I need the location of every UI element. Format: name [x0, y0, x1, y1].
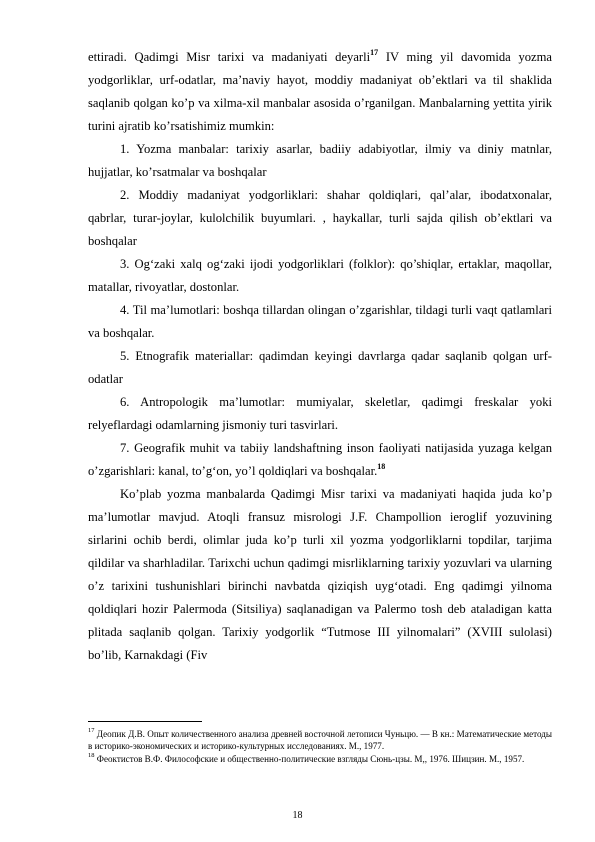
paragraph-text: ettiradi. Qadimgi Misr tarixi va madaniyati deyarli — [88, 50, 371, 64]
footnote-ref-17: 17 — [370, 47, 379, 57]
body-text — [88, 46, 552, 667]
list-item-6: 6. Antropologik ma’lumotlar: mumiyalar, skeletlar, qadimgi freskalar yoki relyeflardagi odamlarning jismoniy turi tasvirlari. — [88, 395, 552, 432]
page-number: 18 — [292, 810, 303, 821]
list-item-1: 1. Yozma manbalar: tarixiy asarlar, badiiy adabiyotlar, ilmiy va diniy matnlar, hujjatlar, ko’rsatmalar va boshqalar — [88, 142, 552, 179]
paragraph-text-continued: IV ming yil davomida yozma yodgorliklar, urf-odatlar, ma’naviy hayot, moddiy madaniyat ob’ektlari va til shaklida saqlanib qolgan ko’p va xilma-xil manbalar asosida o’rganilgan. Manbalarning yettita yirik turini ajratib ko’rsatishimiz mumkin: — [88, 50, 553, 133]
footnote-number: 17 — [88, 726, 95, 734]
footnote-17 — [88, 728, 552, 752]
list-item-2: 2. Moddiy madaniyat yodgorliklari: shahar qoldiqlari, qal’alar, ibodatxonalar, qabrlar, turar-joylar, kulolchilik buyumlari. , haykallar, turli sajda qilish ob’ektlari va boshqalar — [88, 188, 552, 248]
list-item-5: 5. Etnografik materiallar: qadimdan keyingi davrlarga qadar saqlanib qolgan urf-odatlar — [88, 349, 552, 386]
footnote-number: 18 — [88, 751, 95, 759]
list-item-3: 3. Og‘zaki xalq og‘zaki ijodi yodgorliklari (folklor): qo’shiqlar, ertaklar, maqollar, matallar, rivoyatlar, dostonlar. — [88, 257, 552, 294]
footnote-text: Феоктистов В.Ф. Философские и общественно-политические взгляды Сюнь-цзы. М,, 1976. Шицзин. М., 1957. — [94, 754, 525, 764]
footnote-separator — [88, 721, 202, 722]
paragraph-sources: Ko’plab yozma manbalarda Qadimgi Misr tarixi va madaniyati haqida juda ko’p ma’lumotlar mavjud. Atoqli fransuz misrologi J.F. Champollion ieroglif yozuvining sirlarini ochib berdi, olimlar juda ko’p turli xil yozma yodgorliklarni topdilar, tarjima qildilar va sharhladilar. Tarixchi uchun qadimgi misrliklarning tarixiy yozuvlari va ularning o’z tarixini tushunishlari birinchi navbatda qiziqish uyg‘otadi. Eng qadimgi yilnoma qoldiqlari hozir Palermoda (Sitsiliya) saqlanadigan va Palermo tosh deb ataladigan katta plitada saqlanib qolgan. Tarixiy yodgorlik “Tutmose III yilnomalari” (XVIII sulolasi) bo’lib, Karnakdagi (Fiv — [88, 487, 552, 662]
paragraph-intro — [88, 46, 552, 138]
footnote-text: Деопик Д.В. Опыт количественного анализа древней восточной летописи Чуньцю. — В кн.: Математические методы в историко-экономических и историко-культурных исследованиях. М., 1977. — [88, 729, 552, 751]
list-item-7 — [88, 437, 552, 483]
footnote-ref-18: 18 — [377, 461, 386, 471]
list-item-4: 4. Til ma’lumotlari: boshqa tillardan olingan o’zgarishlar, tildagi turli vaqt qatlamlari va boshqalar. — [88, 303, 552, 340]
paragraph-text: 7. Geografik muhit va tabiiy landshaftning inson faoliyati natijasida yuzaga kelgan o’zgarishlari: kanal, to’g‘on, yo’l qoldiqlari va boshqalar. — [88, 441, 552, 478]
footnotes — [88, 728, 552, 766]
footnote-18 — [88, 753, 552, 765]
